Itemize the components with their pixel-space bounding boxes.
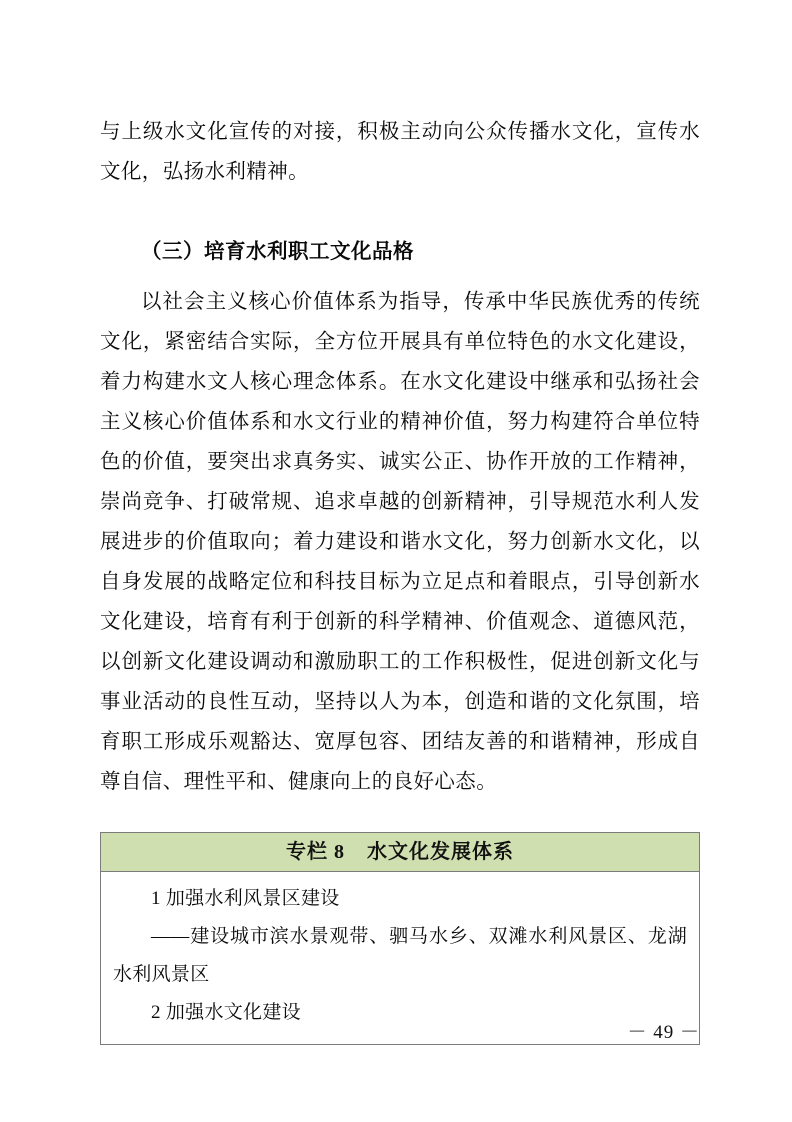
paragraph-main: 以社会主义核心价值体系为指导，传承中华民族优秀的传统文化，紧密结合实际，全方位开展具有单位特色的水文化建设，着力构建水文人核心理念体系。在水文化建设中继承和弘扬社会主义核心价值体系和水文行业的精神价值，努力构建符合单位特色的价值，要突出求真务实、诚实公正、协作开放的工作精神，崇尚竞争、打破常规、追求卓越的创新精神，引导规范水利人发展进步的价值取向；着力建设和谐水文化，努力创新水文化，以自身发展的战略定位和科技目标为立足点和着眼点，引导创新水文化建设，培育有利于创新的科学精神、价值观念、道德风范，以创新文化建设调动和激励职工的工作积极性，促进创新文化与事业活动的良性互动，坚持以人为本，创造和谐的文化氛围，培育职工形成乐观豁达、宽厚包容、团结友善的和谐精神，形成自尊自信、理性平和、健康向上的良好心态。 xyxy=(100,291,700,793)
column-box-body xyxy=(101,872,699,1044)
section-heading: （三）培育水利职工文化品格 xyxy=(141,241,414,263)
page-number: － 49 － xyxy=(627,1022,700,1043)
spacer xyxy=(100,192,700,206)
column-item-2: 2 加强水文化建设 xyxy=(151,1002,301,1023)
column-box-title xyxy=(101,833,699,872)
paragraph-continued: 与上级水文化宣传的对接，积极主动向公众传播水文化，宣传水文化，弘扬水利精神。 xyxy=(100,121,700,183)
column-box-title-text: 水文化发展体系 xyxy=(367,841,514,863)
column-box xyxy=(100,832,700,1045)
column-box-title-label: 专栏 8 xyxy=(286,841,345,863)
document-body xyxy=(100,112,700,1045)
column-item-1: 1 加强水利风景区建设 xyxy=(151,888,340,909)
column-item-1-sub: ——建设城市滨水景观带、驷马水乡、双滩水利风景区、龙湖水利风景区 xyxy=(113,926,687,985)
